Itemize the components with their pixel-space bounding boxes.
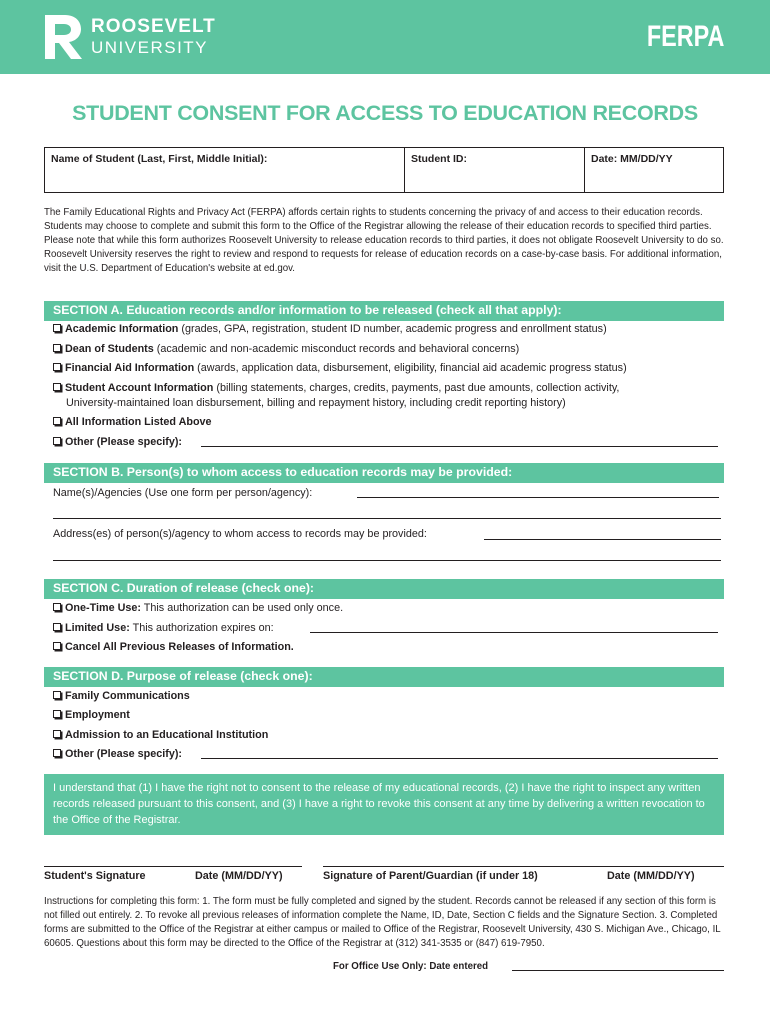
instructions-paragraph: Instructions for completing this form: 1. The form must be fully completed and signed by the student. Records cannot be released if any section of this form is not filled out entirely. 2. To revoke all previous releases of information complete the Name, ID, Date, Section C fields and the Signature Section. 3. Completed forms are submitted to the Office of the Registrar at either campus or mailed to Office of the Registrar, Roosevelt University, 430 S. Michigan Ave., Chicago, IL 60605. Questions about this form may be directed to the Office of the Registrar at (312) 341-3535 or (847) 619-7950.: [44, 896, 721, 949]
checkbox-icon[interactable]: [53, 363, 61, 371]
section-a-item-dean[interactable]: Dean of Students (academic and non-academic misconduct records and behavioral concerns): [53, 343, 519, 355]
section-b-names-input-2[interactable]: [53, 518, 721, 519]
section-d-item-other[interactable]: Other (Please specify):: [53, 748, 182, 760]
section-b-names-label: Name(s)/Agencies (Use one form per person/agency):: [53, 487, 313, 499]
section-a-item-other[interactable]: Other (Please specify):: [53, 436, 182, 448]
student-signature-label: Student's Signature: [44, 870, 146, 882]
logo-r-icon: [43, 13, 85, 61]
section-b-address-input-2[interactable]: [53, 560, 721, 561]
section-b-address-label: Address(es) of person(s)/agency to whom access to records may be provided:: [53, 528, 427, 540]
section-d-item-family[interactable]: Family Communications: [53, 690, 190, 702]
section-b-heading: SECTION B. Person(s) to whom access to education records may be provided:: [44, 463, 724, 483]
page-title: STUDENT CONSENT FOR ACCESS TO EDUCATION RECORDS: [72, 101, 698, 125]
student-date-label: Date (MM/DD/YY): [195, 870, 283, 882]
parent-signature-label: Signature of Parent/Guardian (if under 18): [323, 870, 538, 882]
parent-signature-line[interactable]: [323, 866, 724, 867]
section-c-item-cancel[interactable]: Cancel All Previous Releases of Information.: [53, 641, 294, 653]
checkbox-icon[interactable]: [53, 730, 61, 738]
section-d-other-input[interactable]: [201, 758, 718, 759]
student-name-label: Name of Student (Last, First, Middle Initial):: [51, 153, 268, 165]
office-use-input[interactable]: [512, 970, 724, 971]
logo-line1: ROOSEVELT: [91, 16, 216, 37]
checkbox-icon[interactable]: [53, 749, 61, 757]
logo-line2: UNIVERSITY: [91, 38, 209, 57]
section-a-item-all[interactable]: All Information Listed Above: [53, 416, 212, 428]
section-c-item-one-time[interactable]: One-Time Use: This authorization can be used only once.: [53, 602, 343, 614]
header-banner: [0, 0, 770, 74]
checkbox-icon[interactable]: [53, 603, 61, 611]
section-a-item-academic[interactable]: Academic Information (grades, GPA, registration, student ID number, academic progress and enrollment status): [53, 323, 607, 335]
date-label: Date: MM/DD/YY: [591, 153, 673, 165]
date-field[interactable]: [585, 148, 723, 192]
section-c-expiry-input[interactable]: [310, 632, 718, 633]
consent-statement: I understand that (1) I have the right not to consent to the release of my educational records, (2) I have the right to inspect any written records released pursuant to this consent, and (3) I have a right to revoke this consent at any time by delivering a written revocation to the Office of the Registrar.: [44, 774, 724, 835]
section-a-heading: SECTION A. Education records and/or information to be released (check all that apply):: [44, 301, 724, 321]
checkbox-icon[interactable]: [53, 710, 61, 718]
section-a-item-student-account[interactable]: Student Account Information (billing statements, charges, credits, payments, past due amounts, collection activity,: [53, 382, 619, 394]
parent-date-label: Date (MM/DD/YY): [607, 870, 695, 882]
intro-paragraph: The Family Educational Rights and Privacy Act (FERPA) affords certain rights to students concerning the privacy of and access to their education records. Students may choose to complete and submit this form to the Office of the Registrar allowing the release of their education records to specified third parties. Please note that while this form authorizes Roosevelt University to release education records to third parties, it does not obligate Roosevelt University to do so. Roosevelt University reserves the right to review and respond to requests for release of education records on a case-by-case basis. For additional information, visit the U.S. Department of Education's website at ed.gov.: [44, 207, 724, 275]
student-name-field[interactable]: [45, 148, 405, 192]
checkbox-icon[interactable]: [53, 691, 61, 699]
checkbox-icon[interactable]: [53, 417, 61, 425]
section-b-names-input[interactable]: [357, 497, 719, 498]
section-c-item-limited[interactable]: Limited Use: This authorization expires on:: [53, 622, 274, 634]
checkbox-icon[interactable]: [53, 383, 61, 391]
checkbox-icon[interactable]: [53, 324, 61, 332]
student-id-field[interactable]: [405, 148, 585, 192]
section-b-address-input[interactable]: [484, 539, 721, 540]
section-a-item-financial-aid[interactable]: Financial Aid Information (awards, application data, disbursement, eligibility, financial aid academic progress status): [53, 362, 627, 374]
section-c-heading: SECTION C. Duration of release (check one):: [44, 579, 724, 599]
section-d-heading: SECTION D. Purpose of release (check one):: [44, 667, 724, 687]
student-id-label: Student ID:: [411, 153, 467, 165]
student-signature-line[interactable]: [44, 866, 302, 867]
section-a-item-student-account-cont: University-maintained loan disbursement, billing and repayment history, including credit reporting history): [66, 397, 566, 409]
checkbox-icon[interactable]: [53, 437, 61, 445]
section-d-item-admission[interactable]: Admission to an Educational Institution: [53, 729, 268, 741]
office-use-label: For Office Use Only: Date entered: [333, 961, 489, 972]
section-d-item-employment[interactable]: Employment: [53, 709, 130, 721]
checkbox-icon[interactable]: [53, 642, 61, 650]
university-logo: [43, 13, 223, 63]
section-a-other-input[interactable]: [201, 446, 718, 447]
checkbox-icon[interactable]: [53, 344, 61, 352]
student-info-table: [44, 147, 724, 193]
ferpa-badge: FERPA: [646, 20, 724, 53]
checkbox-icon[interactable]: [53, 623, 61, 631]
